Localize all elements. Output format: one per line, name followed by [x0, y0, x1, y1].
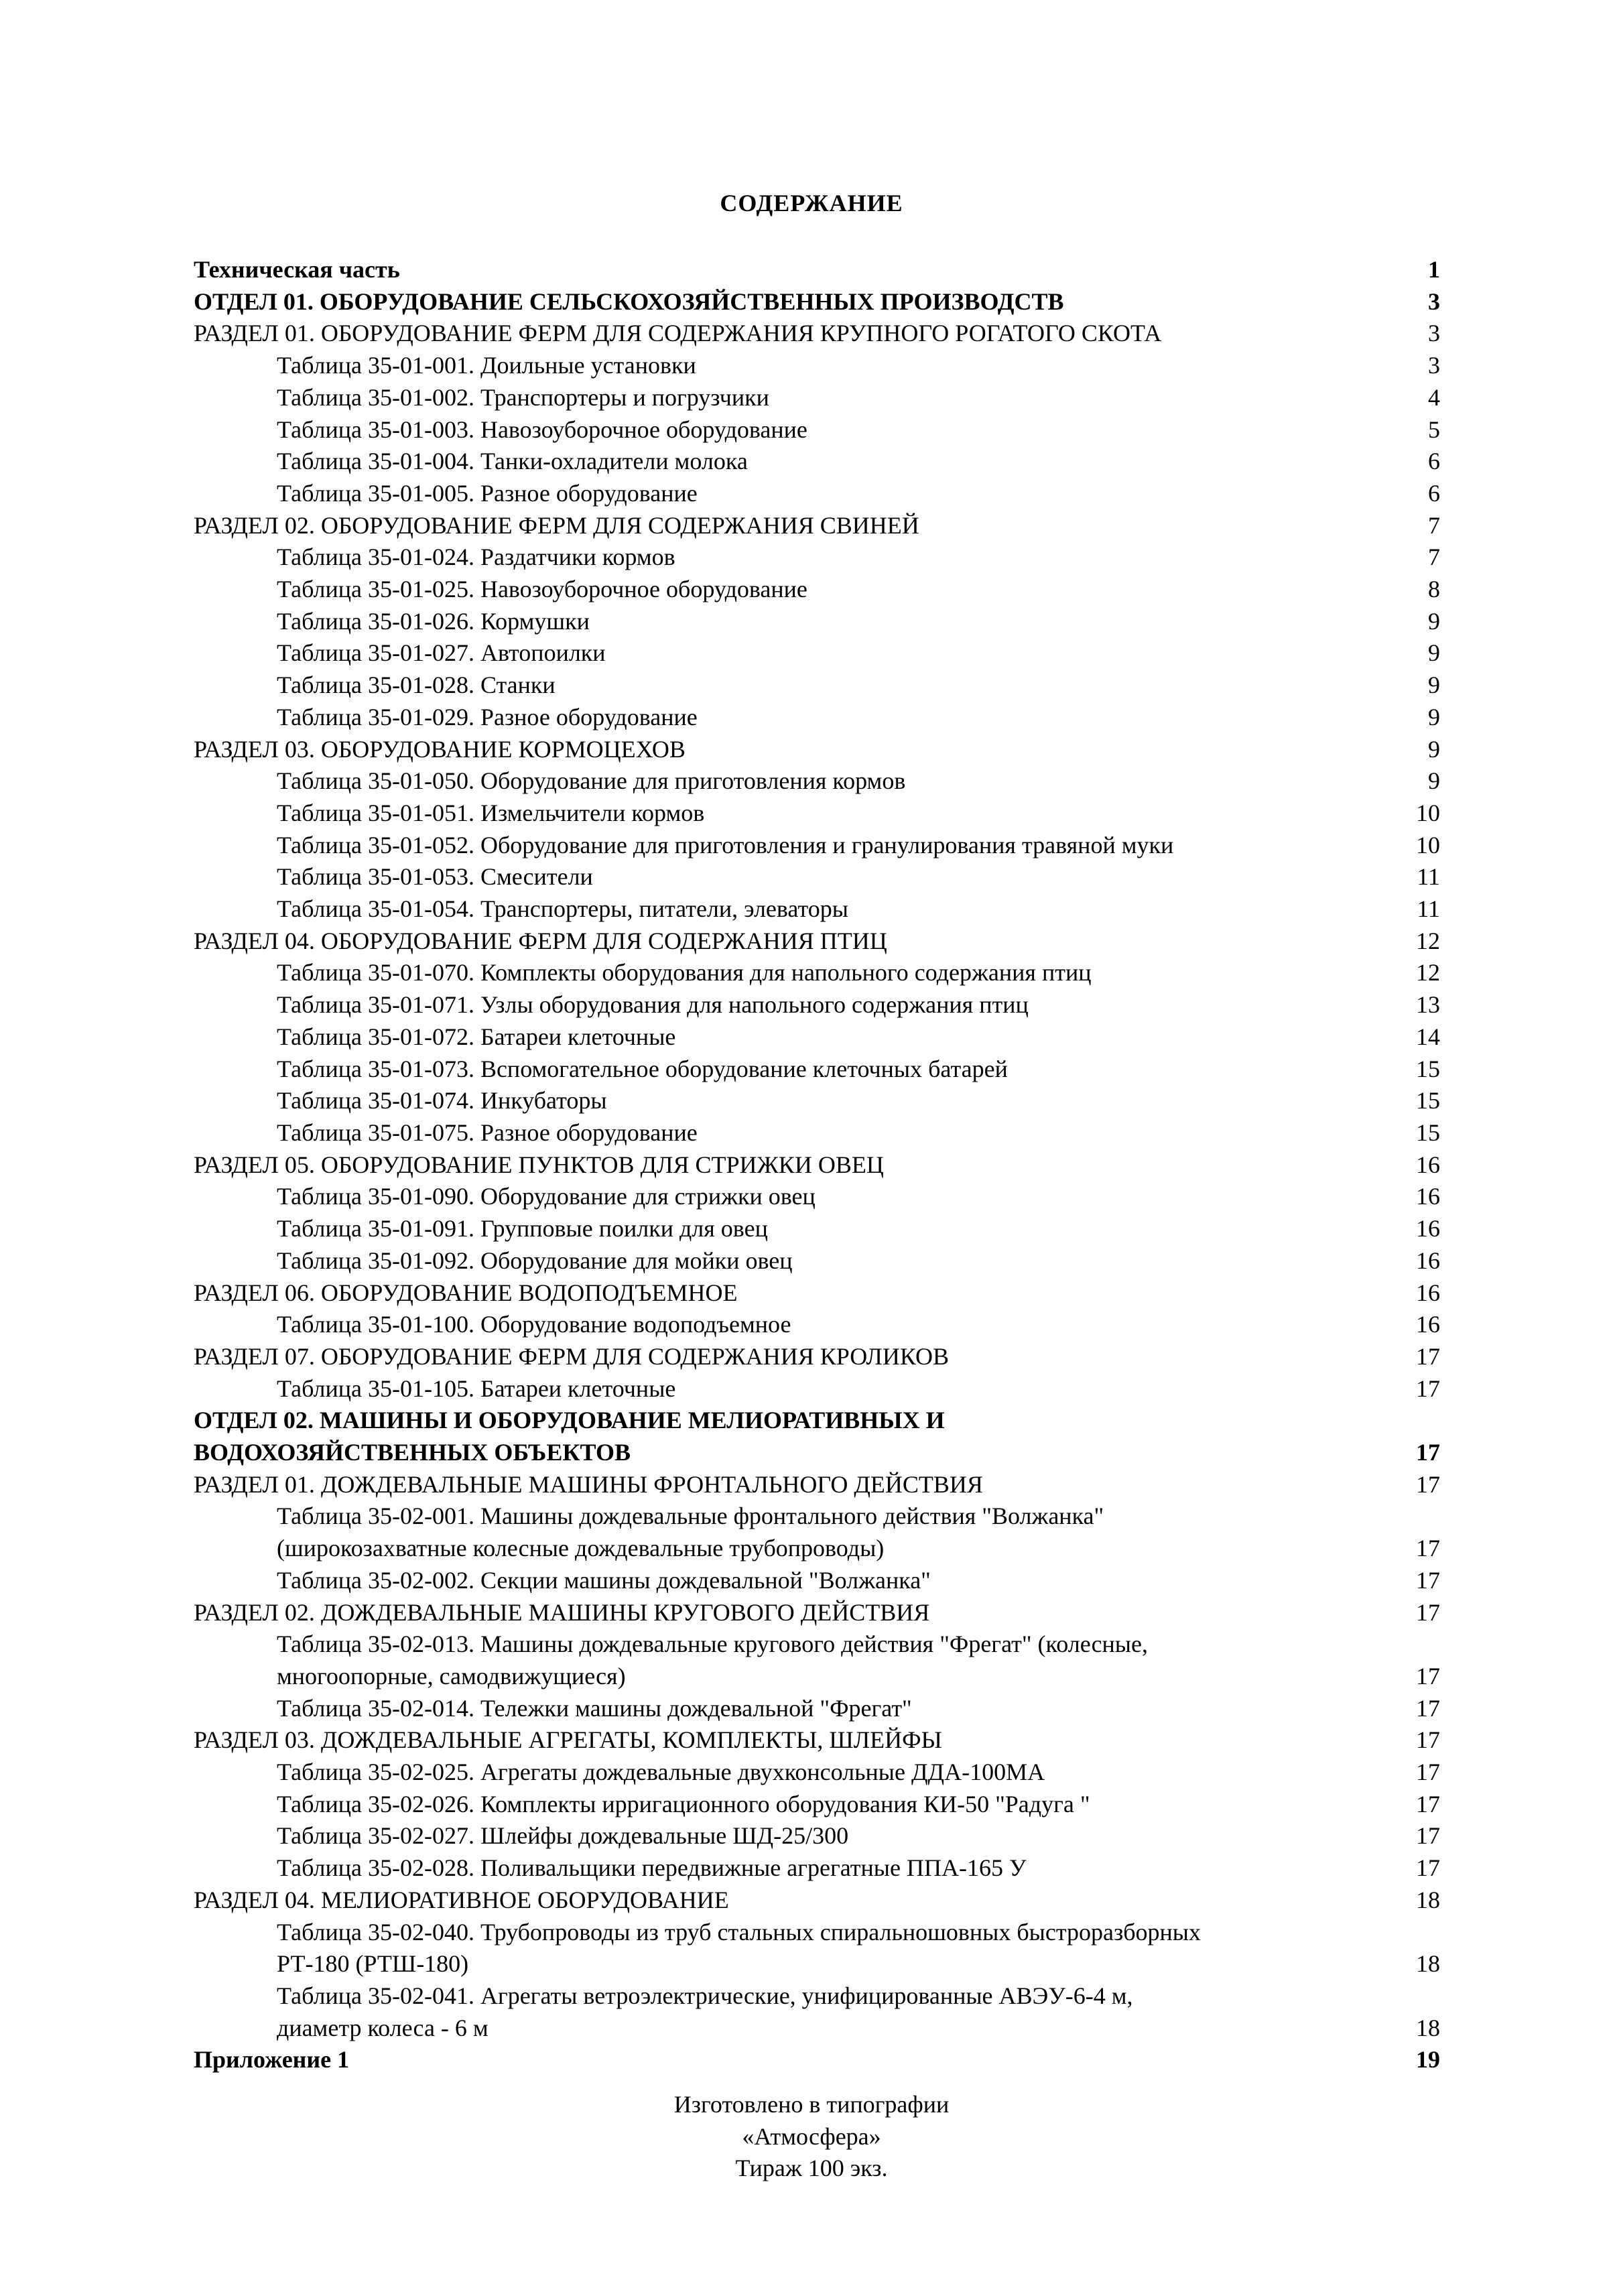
toc-page-number: 3	[1428, 320, 1440, 347]
toc-entry-text: Таблица 35-01-071. Узлы оборудования для напольного содержания птиц	[277, 991, 1029, 1019]
toc-entry-table	[194, 478, 1440, 510]
toc-entry-text: РАЗДЕЛ 01. ДОЖДЕВАЛЬНЫЕ МАШИНЫ ФРОНТАЛЬНОГО ДЕЙСТВИЯ	[194, 1470, 983, 1498]
toc-page-number: 6	[1428, 448, 1440, 475]
toc-entry-section	[194, 734, 1440, 766]
toc-entry-table	[194, 1373, 1440, 1405]
toc-entry-text: Таблица 35-01-054. Транспортеры, питатели, элеваторы	[277, 895, 848, 923]
toc-entry-table	[194, 1021, 1440, 1054]
toc-entry-table	[194, 1245, 1440, 1277]
toc-page-number: 17	[1416, 1342, 1440, 1370]
toc-entry-section	[194, 510, 1440, 542]
toc-entry-text: Приложение 1	[194, 2046, 350, 2074]
toc-entry-table	[194, 989, 1440, 1021]
toc-page-number: 11	[1417, 863, 1440, 891]
toc-page-number: 16	[1416, 1311, 1440, 1338]
toc-page-number: 17	[1416, 1375, 1440, 1402]
toc-entry-text: Таблица 35-01-092. Оборудование для мойки овец	[277, 1247, 793, 1274]
toc-page-number: 3	[1428, 288, 1440, 315]
toc-page-number: 16	[1416, 1215, 1440, 1242]
toc-page-number: 4	[1428, 383, 1440, 411]
toc-entry-text: Таблица 35-01-100. Оборудование водоподъемное	[277, 1311, 791, 1338]
toc-entry-text: Таблица 35-02-028. Поливальщики передвижные агрегатные ППА-165 У	[277, 1854, 1027, 1882]
toc-page-number: 16	[1416, 1279, 1440, 1306]
page-title: СОДЕРЖАНИЕ	[720, 190, 903, 216]
toc-page-number: 7	[1428, 544, 1440, 571]
toc-entry-text: Таблица 35-02-014. Тележки машины дождевальной "Фрегат"	[277, 1694, 912, 1722]
toc-entry-text: РАЗДЕЛ 01. ОБОРУДОВАНИЕ ФЕРМ ДЛЯ СОДЕРЖАНИЯ КРУПНОГО РОГАТОГО СКОТА	[194, 320, 1162, 347]
toc-entry-text: (широкозахватные колесные дождевальные трубопроводы)	[277, 1535, 885, 1562]
toc-entry-section	[194, 1597, 1440, 1629]
toc-entry-text: Таблица 35-01-070. Комплекты оборудования для напольного содержания птиц	[277, 959, 1092, 986]
toc-page-number: 8	[1428, 576, 1440, 603]
toc-entry-bold	[194, 254, 1440, 286]
toc-entry-table	[194, 606, 1440, 638]
toc-entry-text: Таблица 35-01-005. Разное оборудование	[277, 479, 698, 507]
toc-entry-table	[194, 446, 1440, 478]
toc-entry-text: Таблица 35-02-040. Трубопроводы из труб стальных спиральношовных быстроразборных	[277, 1918, 1201, 1946]
toc-entry-text: Таблица 35-01-073. Вспомогательное оборудование клеточных батарей	[277, 1055, 1008, 1082]
toc-entry-table	[194, 1181, 1440, 1213]
toc-entry-table	[194, 861, 1440, 893]
toc-entry-section	[194, 1149, 1440, 1182]
toc-entry-table	[194, 1820, 1440, 1852]
toc-entry-bold	[194, 1405, 1440, 1468]
footer-line-printer: Изготовлено в типографии	[673, 2091, 950, 2118]
toc-entry-text: РАЗДЕЛ 04. МЕЛИОРАТИВНОЕ ОБОРУДОВАНИЕ	[194, 1886, 729, 1913]
toc-entry-table	[194, 1085, 1440, 1117]
toc-entry-text: Таблица 35-02-013. Машины дождевальные кругового действия "Фрегат" (колесные,	[277, 1631, 1148, 1658]
toc-entry-table	[194, 830, 1440, 862]
toc-entry-table	[194, 957, 1440, 989]
toc-entry-text: Таблица 35-01-051. Измельчители кормов	[277, 799, 705, 826]
toc-entry-bold	[194, 286, 1440, 318]
toc-entry-text: Таблица 35-01-001. Доильные установки	[277, 352, 696, 379]
toc-entry-text: Таблица 35-02-027. Шлейфы дождевальные ШД-25/300	[277, 1822, 849, 1850]
toc-page-number: 17	[1416, 1598, 1440, 1626]
toc-entry-text: Таблица 35-02-025. Агрегаты дождевальные двухконсольные ДДА-100МА	[277, 1759, 1045, 1786]
toc-entry-section	[194, 1724, 1440, 1757]
toc-entry-text: Таблица 35-01-027. Автопоилки	[277, 639, 606, 667]
toc-entry-text: Таблица 35-01-072. Батареи клеточные	[277, 1023, 676, 1050]
toc-entry-table	[194, 382, 1440, 414]
toc-page-number: 9	[1428, 607, 1440, 635]
print-footer	[0, 2089, 1623, 2185]
table-of-contents	[194, 254, 1440, 2076]
toc-entry-table	[194, 1693, 1440, 1725]
toc-page-number: 15	[1416, 1055, 1440, 1082]
toc-entry-table	[194, 637, 1440, 669]
toc-page-number: 12	[1416, 959, 1440, 986]
toc-entry-table	[194, 765, 1440, 798]
toc-entry-table	[194, 1980, 1440, 2044]
footer-line-company: «Атмосфера»	[742, 2122, 881, 2150]
toc-page-number: 17	[1416, 1694, 1440, 1722]
toc-page-number: 16	[1416, 1151, 1440, 1178]
toc-entry-table	[194, 1565, 1440, 1597]
toc-page-number: 9	[1428, 735, 1440, 763]
toc-entry-section	[194, 1885, 1440, 1917]
toc-entry-table	[194, 1852, 1440, 1885]
toc-page-number: 17	[1416, 1566, 1440, 1594]
toc-page-number: 15	[1416, 1119, 1440, 1146]
toc-page-number: 18	[1416, 1950, 1440, 1978]
toc-entry-text: Таблица 35-01-090. Оборудование для стрижки овец	[277, 1183, 816, 1210]
toc-page-number: 10	[1416, 831, 1440, 858]
toc-page-number: 12	[1416, 927, 1440, 954]
toc-page-number: 9	[1428, 672, 1440, 699]
toc-page-number: 19	[1416, 2046, 1440, 2074]
toc-entry-text: диаметр колеса - 6 м	[277, 2014, 489, 2041]
toc-page-number: 9	[1428, 767, 1440, 795]
toc-entry-table	[194, 1757, 1440, 1789]
toc-entry-table	[194, 541, 1440, 574]
toc-entry-text: ВОДОХОЗЯЙСТВЕННЫХ ОБЪЕКТОВ	[194, 1439, 631, 1466]
toc-entry-table	[194, 702, 1440, 734]
toc-page-number: 17	[1416, 1759, 1440, 1786]
toc-page-number: 17	[1416, 1470, 1440, 1498]
toc-entry-text: Таблица 35-01-026. Кормушки	[277, 607, 590, 635]
toc-page-number: 17	[1416, 1535, 1440, 1562]
toc-entry-text: Таблица 35-02-002. Секции машины дождевальной "Волжанка"	[277, 1566, 931, 1594]
toc-entry-text: Таблица 35-01-053. Смесители	[277, 863, 593, 891]
toc-entry-table	[194, 1309, 1440, 1341]
toc-page-number: 11	[1417, 895, 1440, 923]
toc-page-number: 17	[1416, 1726, 1440, 1754]
toc-entry-text: РТ-180 (РТШ-180)	[277, 1950, 469, 1978]
toc-entry-section	[194, 1469, 1440, 1501]
toc-entry-text: РАЗДЕЛ 07. ОБОРУДОВАНИЕ ФЕРМ ДЛЯ СОДЕРЖАНИЯ КРОЛИКОВ	[194, 1342, 949, 1370]
toc-page-number: 10	[1416, 799, 1440, 826]
toc-page-number: 9	[1428, 703, 1440, 730]
toc-entry-table	[194, 1917, 1440, 1980]
toc-page-number: 17	[1416, 1662, 1440, 1689]
toc-entry-text: ОТДЕЛ 02. МАШИНЫ И ОБОРУДОВАНИЕ МЕЛИОРАТИВНЫХ И	[194, 1407, 945, 1434]
toc-page-number: 1	[1428, 256, 1440, 283]
toc-entry-table	[194, 669, 1440, 702]
toc-entry-section	[194, 1341, 1440, 1373]
toc-entry-text: Таблица 35-01-028. Станки	[277, 672, 556, 699]
toc-entry-bold	[194, 2044, 1440, 2076]
toc-entry-text: Таблица 35-01-075. Разное оборудование	[277, 1119, 698, 1146]
toc-entry-section	[194, 926, 1440, 958]
toc-page-number: 17	[1416, 1439, 1440, 1466]
toc-entry-text: многоопорные, самодвижущиеся)	[277, 1662, 626, 1689]
toc-entry-table	[194, 1054, 1440, 1086]
toc-entry-text: Таблица 35-01-004. Танки-охладители молока	[277, 448, 748, 475]
toc-entry-text: ОТДЕЛ 01. ОБОРУДОВАНИЕ СЕЛЬСКОХОЗЯЙСТВЕННЫХ ПРОИЗВОДСТВ	[194, 288, 1064, 315]
toc-entry-text: Таблица 35-01-050. Оборудование для приготовления кормов	[277, 767, 906, 795]
toc-entry-text: РАЗДЕЛ 02. ДОЖДЕВАЛЬНЫЕ МАШИНЫ КРУГОВОГО ДЕЙСТВИЯ	[194, 1598, 930, 1626]
toc-page-number: 7	[1428, 511, 1440, 539]
toc-page-number: 9	[1428, 639, 1440, 667]
toc-page-number: 17	[1416, 1790, 1440, 1817]
toc-page-number: 13	[1416, 991, 1440, 1019]
toc-entry-text: РАЗДЕЛ 03. ОБОРУДОВАНИЕ КОРМОЦЕХОВ	[194, 735, 686, 763]
toc-entry-text: Таблица 35-02-041. Агрегаты ветроэлектрические, унифицированные АВЭУ-6-4 м,	[277, 1982, 1133, 2009]
toc-entry-table	[194, 798, 1440, 830]
toc-entry-text: Таблица 35-01-002. Транспортеры и погрузчики	[277, 383, 769, 411]
toc-entry-text: РАЗДЕЛ 06. ОБОРУДОВАНИЕ ВОДОПОДЪЕМНОЕ	[194, 1279, 738, 1306]
toc-page-number: 17	[1416, 1822, 1440, 1850]
toc-entry-table	[194, 574, 1440, 606]
toc-page-number: 3	[1428, 352, 1440, 379]
toc-entry-text: Таблица 35-01-029. Разное оборудование	[277, 703, 698, 730]
toc-entry-table	[194, 1789, 1440, 1821]
toc-entry-table	[194, 414, 1440, 446]
footer-line-circulation: Тираж 100 экз.	[735, 2155, 888, 2181]
toc-entry-section	[194, 1277, 1440, 1310]
toc-entry-text: Техническая часть	[194, 256, 400, 283]
toc-entry-text: РАЗДЕЛ 04. ОБОРУДОВАНИЕ ФЕРМ ДЛЯ СОДЕРЖАНИЯ ПТИЦ	[194, 927, 887, 954]
toc-page-number: 18	[1416, 1886, 1440, 1913]
toc-page-number: 6	[1428, 479, 1440, 507]
toc-entry-table	[194, 1213, 1440, 1245]
toc-page-number: 5	[1428, 416, 1440, 443]
toc-entry-text: РАЗДЕЛ 02. ОБОРУДОВАНИЕ ФЕРМ ДЛЯ СОДЕРЖАНИЯ СВИНЕЙ	[194, 511, 919, 539]
toc-entry-table	[194, 1629, 1440, 1692]
toc-entry-text: Таблица 35-01-025. Навозоуборочное оборудование	[277, 576, 807, 603]
toc-entry-text: Таблица 35-01-105. Батареи клеточные	[277, 1375, 676, 1402]
toc-page-number: 16	[1416, 1247, 1440, 1274]
toc-entry-text: РАЗДЕЛ 03. ДОЖДЕВАЛЬНЫЕ АГРЕГАТЫ, КОМПЛЕКТЫ, ШЛЕЙФЫ	[194, 1726, 942, 1754]
toc-entry-section	[194, 318, 1440, 350]
toc-entry-table	[194, 893, 1440, 926]
toc-entry-text: Таблица 35-01-024. Раздатчики кормов	[277, 544, 675, 571]
toc-entry-text: Таблица 35-02-001. Машины дождевальные фронтального действия "Волжанка"	[277, 1503, 1104, 1530]
toc-page-number: 16	[1416, 1183, 1440, 1210]
toc-entry-text: РАЗДЕЛ 05. ОБОРУДОВАНИЕ ПУНКТОВ ДЛЯ СТРИЖКИ ОВЕЦ	[194, 1151, 884, 1178]
toc-entry-text: Таблица 35-01-003. Навозоуборочное оборудование	[277, 416, 807, 443]
toc-entry-text: Таблица 35-01-052. Оборудование для приготовления и гранулирования травяной муки	[277, 831, 1174, 858]
toc-page-number: 18	[1416, 2014, 1440, 2041]
toc-entry-table	[194, 350, 1440, 382]
toc-page-number: 15	[1416, 1087, 1440, 1114]
toc-entry-table	[194, 1501, 1440, 1564]
toc-entry-text: Таблица 35-01-074. Инкубаторы	[277, 1087, 607, 1114]
toc-page-number: 14	[1416, 1023, 1440, 1050]
toc-entry-table	[194, 1117, 1440, 1149]
toc-page-number: 17	[1416, 1854, 1440, 1882]
toc-entry-text: Таблица 35-01-091. Групповые поилки для овец	[277, 1215, 768, 1242]
toc-entry-text: Таблица 35-02-026. Комплекты ирригационного оборудования КИ-50 "Радуга "	[277, 1790, 1090, 1817]
